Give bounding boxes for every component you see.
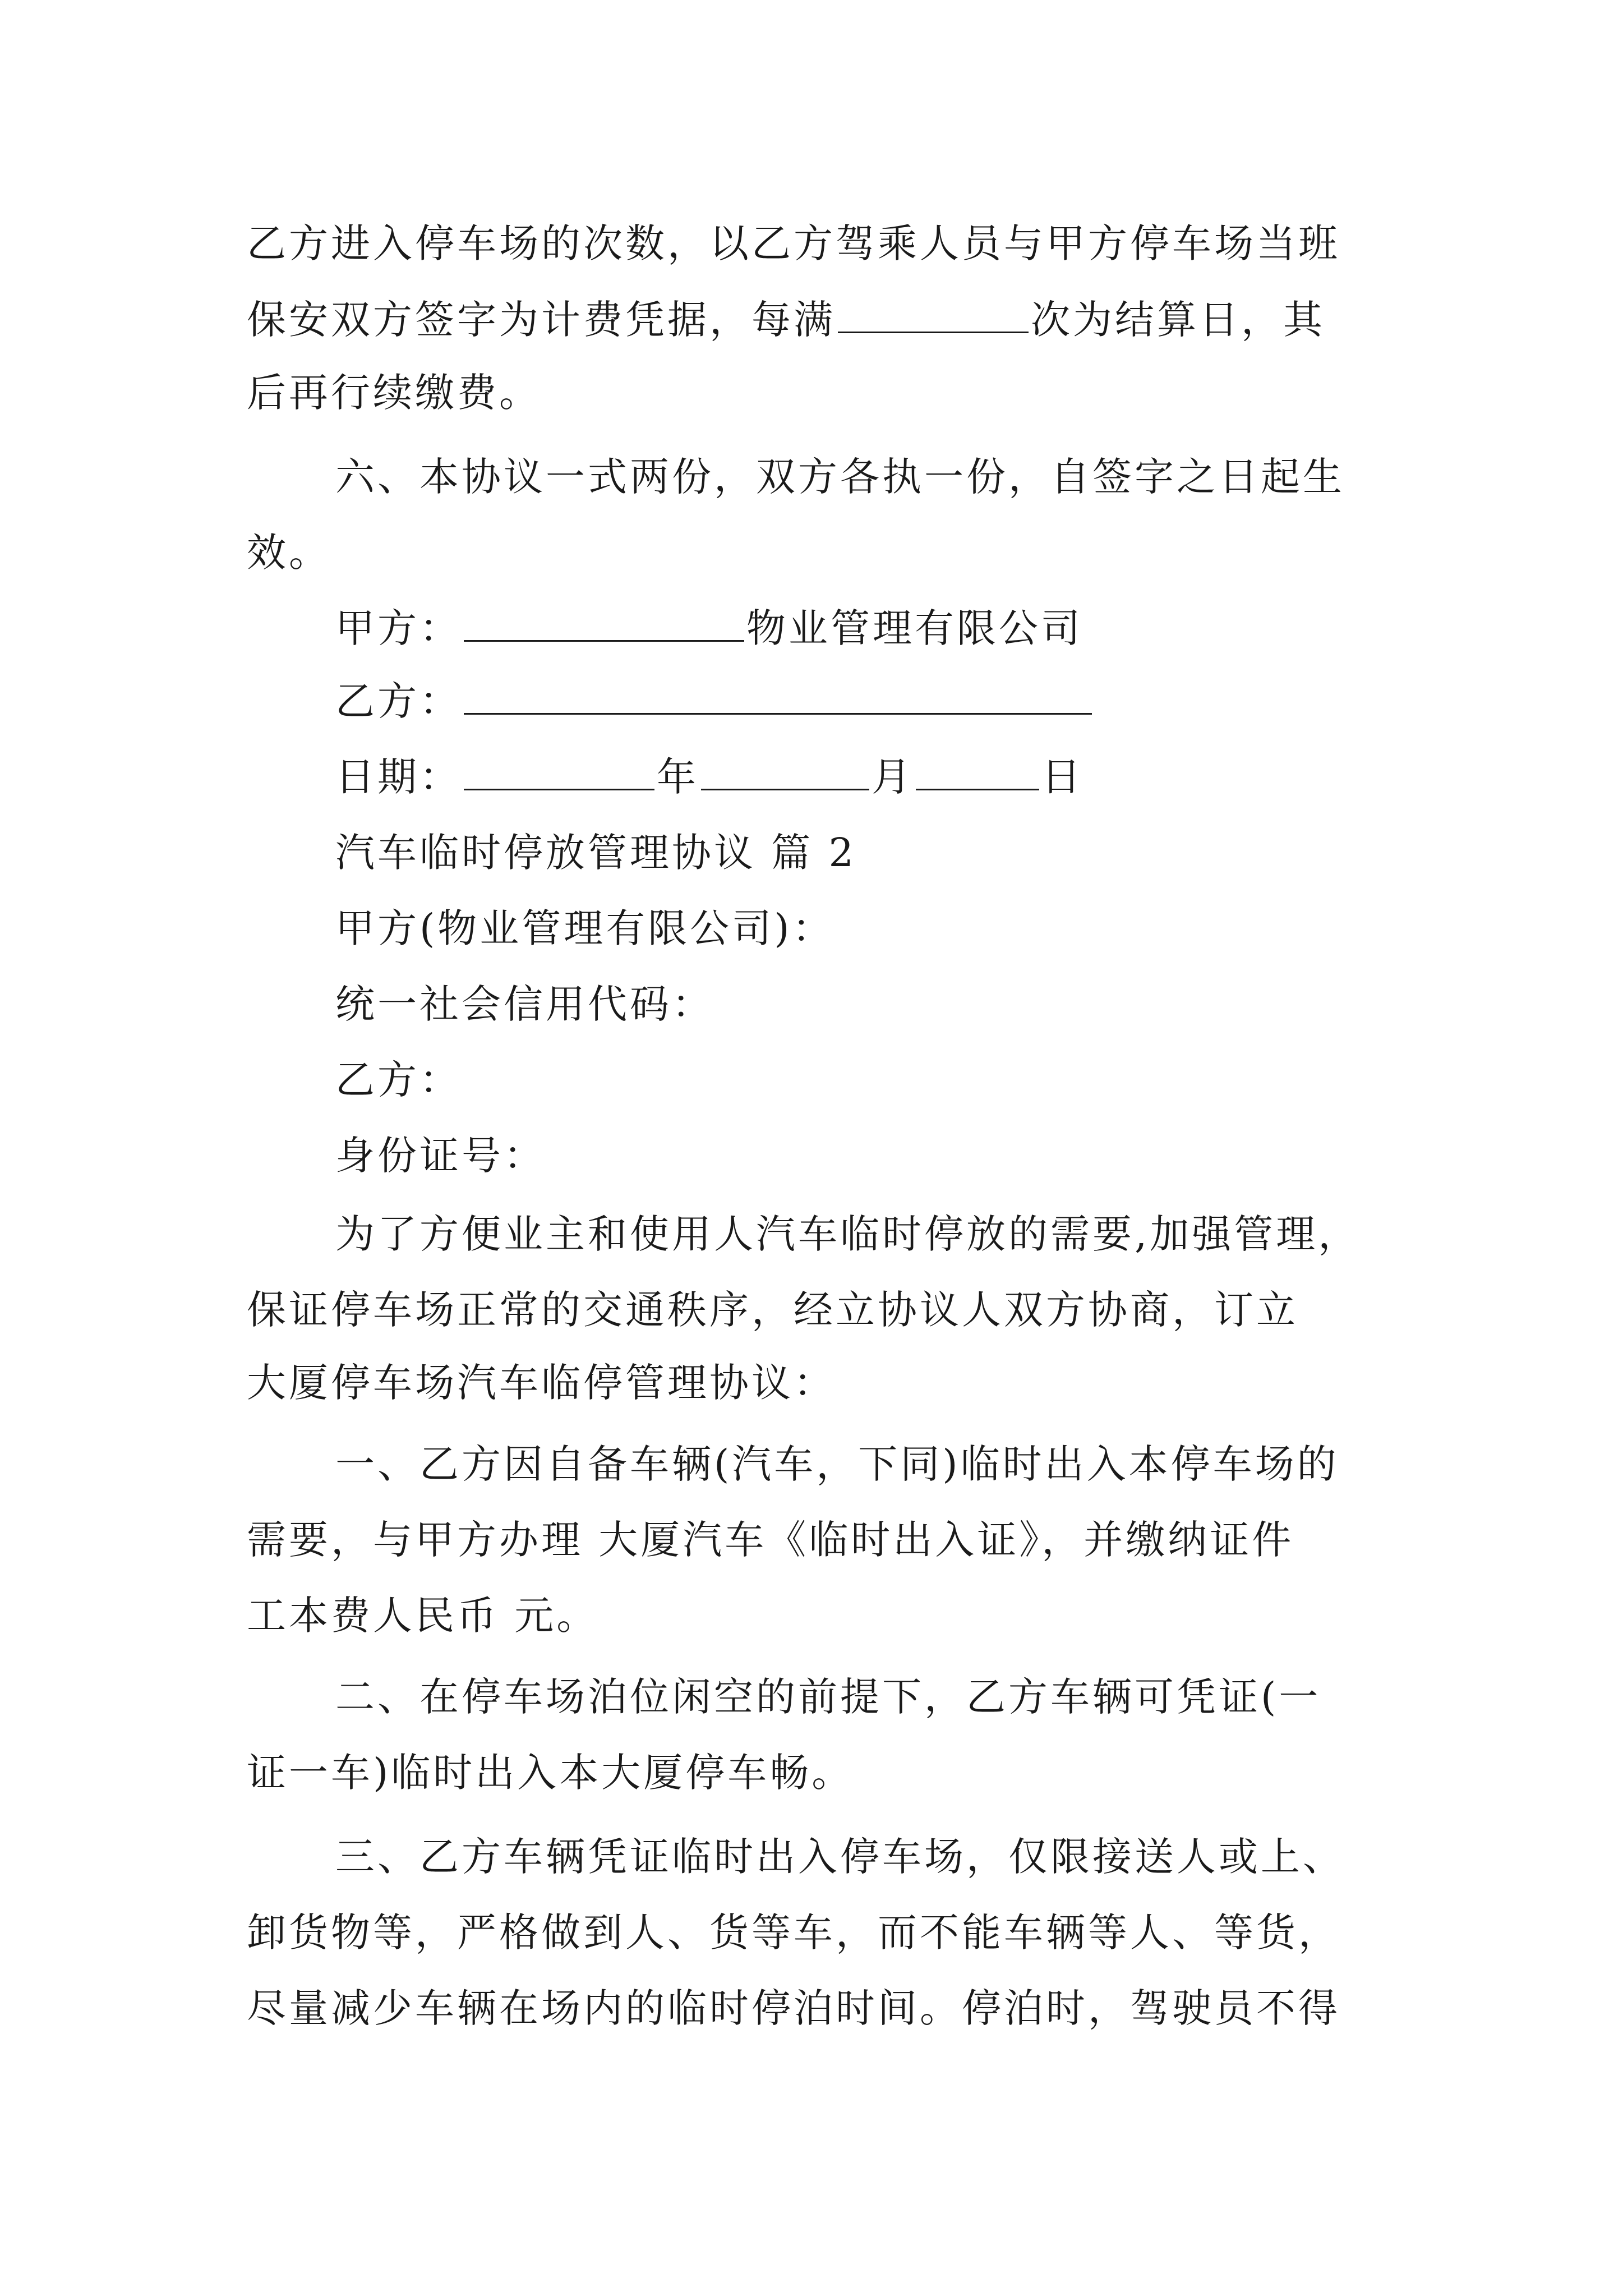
month-blank <box>701 755 869 790</box>
section2-credit-code: 统一社会信用代码： <box>335 981 714 1027</box>
party-a-blank <box>464 606 744 642</box>
year-label: 年 <box>657 754 699 800</box>
para5-line3: 后再行续缴费。 <box>247 370 541 416</box>
date-line <box>335 749 1083 805</box>
section2-party-b: 乙方： <box>335 1057 462 1103</box>
day-blank <box>916 755 1039 790</box>
party-b-label: 乙方： <box>335 678 462 724</box>
party-b-blank <box>464 679 1092 715</box>
party-b-signature <box>335 673 1094 729</box>
section2-party-a: 甲方(物业管理有限公司)： <box>335 905 834 951</box>
para5-line2 <box>247 292 1325 348</box>
month-label: 月 <box>872 754 914 800</box>
clause2-line2: 证一车)临时出入本大厦停车畅。 <box>247 1750 854 1796</box>
party-a-suffix: 物业管理有限公司 <box>746 605 1083 651</box>
section2-title: 汽车临时停放管理协议 篇 2 <box>335 830 857 876</box>
year-blank <box>464 755 654 790</box>
clause1-line2: 需要，与甲方办理 大厦汽车《临时出入证》，并缴纳证件 <box>247 1517 1294 1563</box>
para5-line2-text-b: 次为结算日，其 <box>1031 297 1325 343</box>
intro-line1: 为了方便业主和使用人汽车临时停放的需要,加强管理， <box>335 1211 1361 1257</box>
party-a-signature <box>335 600 1083 656</box>
day-label: 日 <box>1041 754 1083 800</box>
intro-line2: 保证停车场正常的交通秩序，经立协议人双方协商，订立 <box>247 1287 1298 1333</box>
party-a-label: 甲方： <box>335 605 462 651</box>
count-blank <box>838 298 1029 333</box>
para6-line1: 六、本协议一式两份，双方各执一份，自签字之日起生 <box>335 454 1345 500</box>
clause1-line1: 一、乙方因自备车辆(汽车，下同)临时出入本停车场的 <box>335 1441 1339 1487</box>
para6-line2: 效。 <box>247 530 331 576</box>
clause1-line3: 工本费人民币 元。 <box>247 1593 599 1639</box>
para5-line1: 乙方进入停车场的次数，以乙方驾乘人员与甲方停车场当班 <box>247 220 1340 266</box>
para5-line2-text-a: 保安双方签字为计费凭据，每满 <box>247 297 836 343</box>
clause3-line3: 尽量减少车辆在场内的临时停泊时间。停泊时，驾驶员不得 <box>247 1985 1340 2031</box>
intro-line3: 大厦停车场汽车临停管理协议： <box>247 1360 836 1406</box>
clause2-line1: 二、在停车场泊位闲空的前提下，乙方车辆可凭证(一 <box>335 1674 1321 1720</box>
clause3-line1: 三、乙方车辆凭证临时出入停车场，仅限接送人或上、 <box>335 1834 1345 1880</box>
date-label: 日期： <box>335 754 462 800</box>
section2-id-number: 身份证号： <box>335 1133 546 1179</box>
clause3-line2: 卸货物等，严格做到人、货等车，而不能车辆等人、等货， <box>247 1910 1340 1955</box>
